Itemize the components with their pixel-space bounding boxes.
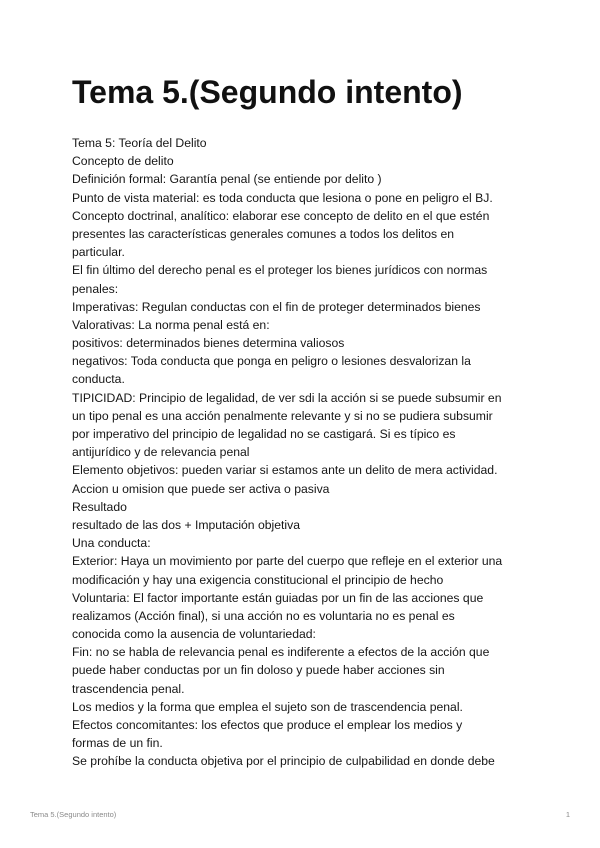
text-line: Una conducta: <box>72 536 151 551</box>
text-line: realizamos (Acción final), si una acción no es voluntaria no es penal es <box>72 608 455 623</box>
text-line: un tipo penal es una acción penalmente relevante y si no se pudiera subsumir <box>72 408 493 423</box>
text-line: Concepto doctrinal, analítico: elaborar ese concepto de delito en el que estén <box>72 208 490 223</box>
text-line: penales: <box>72 281 119 296</box>
footer-title: Tema 5.(Segundo intento) <box>30 810 117 819</box>
text-line: conocida como la ausencia de voluntariedad: <box>72 627 316 642</box>
text-line: Voluntaria: El factor importante están guiadas por un fin de las acciones que <box>72 590 484 605</box>
text-line: conducta. <box>72 372 125 387</box>
text-line: particular. <box>72 245 125 260</box>
text-line: positivos: determinados bienes determina valiosos <box>72 336 345 351</box>
page-title: Tema 5.(Segundo intento) <box>72 74 463 110</box>
text-line: Exterior: Haya un movimiento por parte del cuerpo que refleje en el exterior una <box>72 554 503 569</box>
text-line: Fin: no se habla de relevancia penal es indiferente a efectos de la acción que <box>72 645 490 660</box>
text-line: modificación y hay una exigencia constitucional el principio de hecho <box>72 572 444 587</box>
text-line: Accion u omision que puede ser activa o pasiva <box>72 481 330 496</box>
text-line: antijurídico y de relevancia penal <box>72 445 250 460</box>
text-line: El fin último del derecho penal es el proteger los bienes jurídicos con normas <box>72 263 488 278</box>
text-line: Concepto de delito <box>72 154 174 169</box>
text-line: TIPICIDAD: Principio de legalidad, de ver sdi la acción si se puede subsumir en <box>72 390 502 405</box>
text-line: Definición formal: Garantía penal (se entiende por delito ) <box>72 172 382 187</box>
text-line: Se prohíbe la conducta objetiva por el principio de culpabilidad en donde debe <box>72 754 495 769</box>
text-line: Imperativas: Regulan conductas con el fin de proteger determinados bienes <box>72 299 481 314</box>
text-line: presentes las características generales comunes a todos los delitos en <box>72 226 455 241</box>
text-line: Tema 5: Teoría del Delito <box>72 136 207 150</box>
text-line: Los medios y la forma que emplea el sujeto son de trascendencia penal. <box>72 699 463 714</box>
text-line: Efectos concomitantes: los efectos que produce el emplear los medios y <box>72 718 463 732</box>
text-line: trascendencia penal. <box>72 681 185 696</box>
text-line: negativos: Toda conducta que ponga en peligro o lesiones desvalorizan la <box>72 354 471 369</box>
text-line: Punto de vista material: es toda conducta que lesiona o pone en peligro el BJ. <box>72 190 493 205</box>
text-line: resultado de las dos + Imputación objetiva <box>72 517 300 532</box>
text-line: formas de un fin. <box>72 736 163 751</box>
text-line: por imperativo del principio de legalidad no se castigará. Si es típico es <box>72 427 456 441</box>
text-line: Resultado <box>72 499 127 514</box>
text-line: Elemento objetivos: pueden variar si estamos ante un delito de mera actividad. <box>72 463 498 478</box>
text-line: Valorativas: La norma penal está en: <box>72 317 270 332</box>
document-body <box>72 134 532 771</box>
footer-page-number: 1 <box>565 810 570 819</box>
text-line: puede haber conductas por un fin doloso y puede haber acciones sin <box>72 663 445 678</box>
